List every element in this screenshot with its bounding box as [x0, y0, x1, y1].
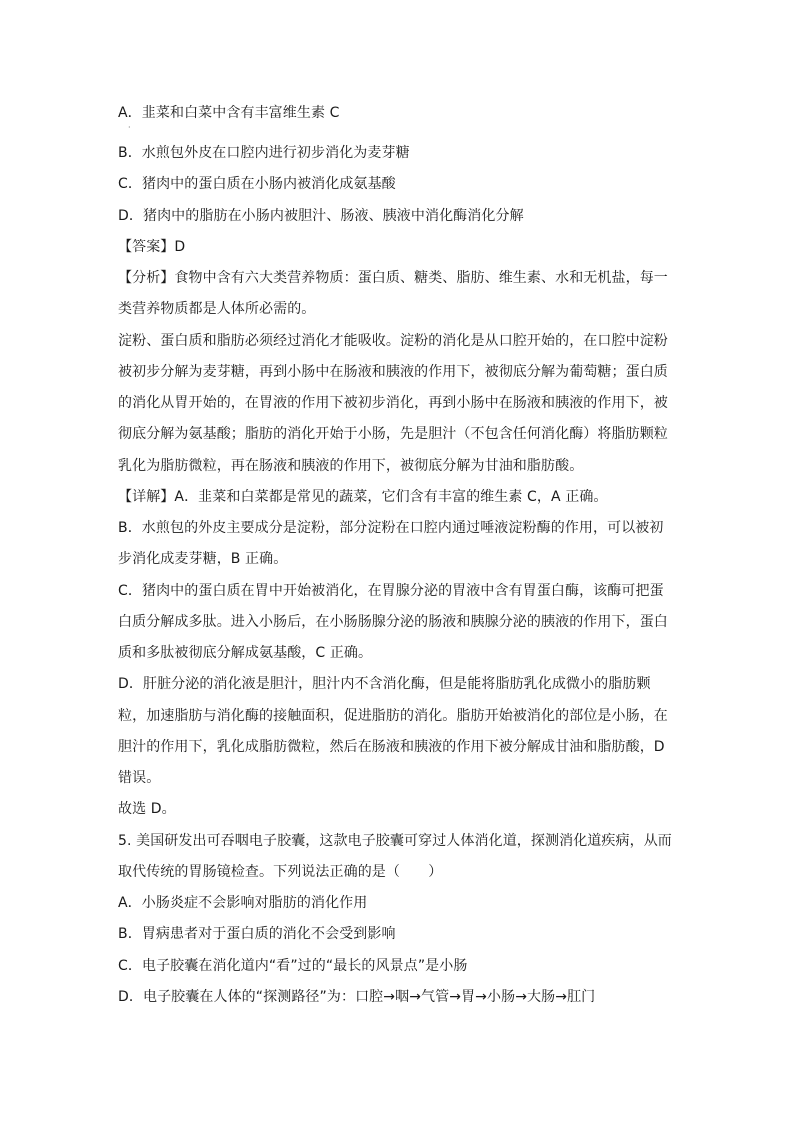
q5-option-b: B．胃病患者对于蛋白质的消化不会受到影响 — [118, 926, 396, 942]
conclusion: 故选 D。 — [118, 801, 176, 817]
analysis-line-2: 类营养物质都是人体所必需的。 — [118, 301, 316, 317]
detail-b-line-1: B．水煎包的外皮主要成分是淀粉，部分淀粉在口腔内通过唾液淀粉酶的作用，可以被初 — [118, 520, 664, 536]
option-a: A．韭菜和白菜中含有丰富维生素 C — [118, 105, 340, 121]
q5-option-c: C．电子胶囊在消化道内“看”过的“最长的风景点”是小肠 — [118, 958, 468, 974]
answer: 【答案】D — [118, 239, 186, 255]
option-c: C．猪肉中的蛋白质在小肠内被消化成氨基酸 — [118, 176, 396, 192]
detail-d-line-2: 粒，加速脂肪与消化酶的接触面积，促进脂肪的消化。脂肪开始被消化的部位是小肠，在 — [118, 708, 668, 724]
analysis-line-5: 的消化从胃开始的，在胃液的作用下被初步消化，再到小肠中在肠液和胰液的作用下，被 — [118, 395, 668, 411]
analysis-line-1: 【分析】食物中含有六大类营养物质：蛋白质、糖类、脂肪、维生素、水和无机盐，每一 — [118, 270, 668, 286]
detail-d-line-3: 胆汁的作用下，乳化成脂肪微粒，然后在肠液和胰液的作用下被分解成甘油和脂肪酸，D — [118, 739, 665, 755]
analysis-line-4: 被初步分解为麦芽糖，再到小肠中在肠液和胰液的作用下，被彻底分解为葡萄糖；蛋白质 — [118, 364, 668, 380]
question-5-line-2: 取代传统的胃肠镜检查。下列说法正确的是（ ） — [118, 864, 443, 880]
detail-b-line-2: 步消化成麦芽糖，B 正确。 — [118, 551, 288, 567]
detail-d-line-4: 错误。 — [118, 770, 161, 786]
analysis-line-3: 淀粉、蛋白质和脂肪必须经过消化才能吸收。淀粉的消化是从口腔开始的，在口腔中淀粉 — [118, 333, 668, 349]
detail-c-line-3: 质和多肽被彻底分解成氨基酸，C 正确。 — [118, 645, 373, 661]
question-5-line-1: 5. 美国研发出可吞咽电子胶囊，这款电子胶囊可穿过人体消化道，探测消化道疾病，从而 — [118, 833, 672, 849]
q5-option-d: D．电子胶囊在人体的“探测路径”为：口腔→咽→气管→胃→小肠→大肠→肛门 — [118, 989, 596, 1005]
stray-dot: · — [128, 123, 131, 132]
option-d: D．猪肉中的脂肪在小肠内被胆汁、肠液、胰液中消化酶消化分解 — [118, 208, 524, 224]
analysis-line-6: 彻底分解为氨基酸；脂肪的消化开始于小肠，先是胆汁（不包含任何消化酶）将脂肪颗粒 — [118, 426, 668, 442]
detail-c-line-2: 白质分解成多肽。进入小肠后，在小肠肠腺分泌的肠液和胰腺分泌的胰液的作用下，蛋白 — [118, 614, 668, 630]
q5-option-a: A．小肠炎症不会影响对脂肪的消化作用 — [118, 895, 368, 911]
detail-c-line-1: C．猪肉中的蛋白质在胃中开始被消化，在胃腺分泌的胃液中含有胃蛋白酶，该酶可把蛋 — [118, 583, 664, 599]
option-b: B．水煎包外皮在口腔内进行初步消化为麦芽糖 — [118, 145, 410, 161]
detail-d-line-1: D．肝脏分泌的消化液是胆汁，胆汁内不含消化酶，但是能将脂肪乳化成微小的脂肪颗 — [118, 676, 651, 692]
detail-a: 【详解】A．韭菜和白菜都是常见的蔬菜，它们含有丰富的维生素 C，A 正确。 — [118, 489, 608, 505]
analysis-line-7: 乳化为脂肪微粒，再在肠液和胰液的作用下，被彻底分解为甘油和脂肪酸。 — [118, 458, 584, 474]
